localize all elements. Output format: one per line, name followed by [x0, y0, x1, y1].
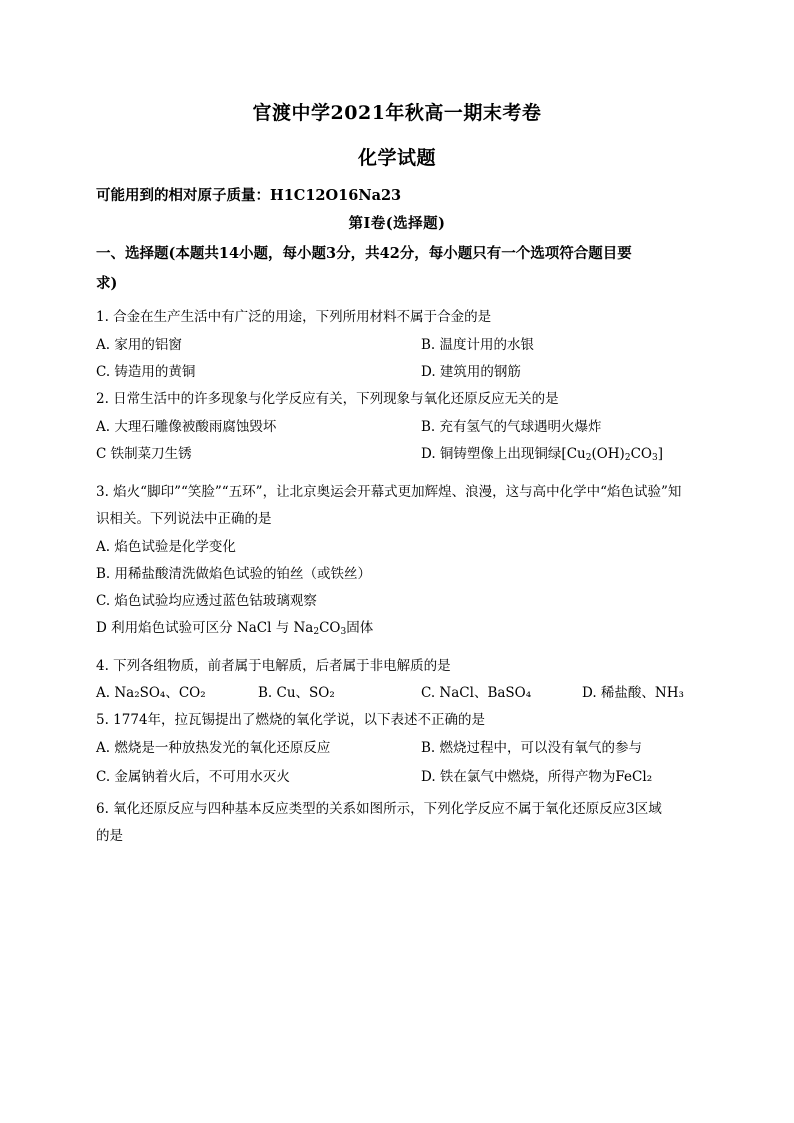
question-1-stem: 1. 合金在生产生活中有广泛的用途，下列所用材料不属于合金的是	[96, 309, 492, 325]
instructions-line1: 一、选择题(本题共14小题，每小题3分，共42分，每小题只有一个选项符合题目要	[96, 245, 632, 262]
question-2-stem: 2. 日常生活中的许多现象与化学反应有关，下列现象与氧化还原反应无关的是	[96, 391, 559, 407]
question-1-option-d: D. 建筑用的钢筋	[421, 364, 521, 380]
question-4-option-a: A. Na₂SO₄、CO₂	[96, 685, 206, 701]
question-2-option-d: D. 铜铸塑像上出现铜绿$[Cu_2(OH)_2CO_3]$	[421, 446, 663, 463]
exam-subtitle: 化学试题	[357, 147, 436, 169]
question-1-option-b: B. 温度计用的水银	[421, 337, 535, 353]
question-6-stem-line1: 6. 氧化还原反应与四种基本反应类型的关系如图所示，下列化学反应不属于氧化还原反应3区域	[96, 801, 662, 817]
question-1-option-c: C. 铸造用的黄铜	[96, 364, 196, 380]
question-2-option-a: A. 大理石雕像被酸雨腐蚀毁坏	[96, 419, 277, 435]
question-6-stem-line2: 的是	[96, 828, 123, 844]
question-3-option-b: B. 用稀盐酸清洗做焰色试验的铂丝（或铁丝）	[96, 566, 372, 582]
question-4-option-d: D. 稀盐酸、NH₃	[582, 685, 684, 701]
question-5-option-a: A. 燃烧是一种放热发光的氧化还原反应	[96, 740, 331, 756]
section-heading: 第Ⅰ卷(选择题)	[348, 215, 446, 232]
question-2-option-b: B. 充有氢气的气球遇明火爆炸	[421, 419, 602, 435]
question-3-option-d: D 利用焰色试验可区分 NaCl 与 $Na_2CO_3$固体	[96, 620, 374, 637]
question-3-option-c: C. 焰色试验均应透过蓝色钴玻璃观察	[96, 593, 317, 609]
question-5-stem: 5. 1774年，拉瓦锡提出了燃烧的氧化学说，以下表述不正确的是	[96, 712, 486, 728]
question-5-option-d: D. 铁在氯气中燃烧，所得产物为FeCl₂	[421, 769, 653, 785]
instructions-line2: 求)	[96, 275, 118, 292]
question-3-option-a: A. 焰色试验是化学变化	[96, 539, 236, 555]
question-4-option-b: B. Cu、SO₂	[258, 685, 335, 701]
question-5-option-c: C. 金属钠着火后，不可用水灭火	[96, 769, 290, 785]
atomic-masses: 可能用到的相对原子质量：H1C12O16Na23	[96, 187, 402, 204]
question-5-option-b: B. 燃烧过程中，可以没有氧气的参与	[421, 740, 643, 756]
question-1-option-a: A. 家用的铝窗	[96, 337, 182, 353]
question-3-stem-line1: 3. 焰火“脚印”“笑脸”“五环”，让北京奥运会开幕式更加辉煌、浪漫，这与高中化学中“焰色试验”知	[96, 484, 682, 500]
exam-title: 官渡中学2021年秋高一期末考卷	[252, 102, 542, 124]
question-4-stem: 4. 下列各组物质，前者属于电解质，后者属于非电解质的是	[96, 658, 451, 674]
question-4-option-c: C. NaCl、BaSO₄	[421, 685, 532, 701]
question-3-stem-line2: 识相关。下列说法中正确的是	[96, 511, 272, 527]
question-2-option-c: C 铁制菜刀生锈	[96, 446, 192, 462]
